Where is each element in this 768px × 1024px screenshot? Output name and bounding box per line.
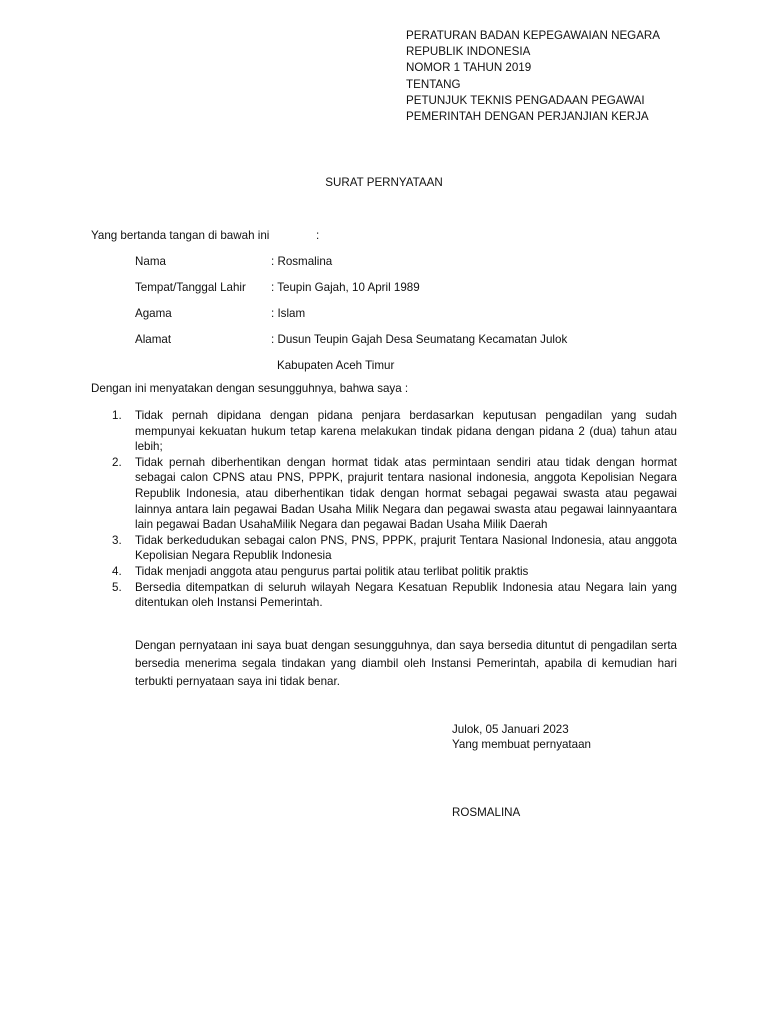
list-item	[112, 564, 677, 580]
field-value-agama: : Islam	[271, 307, 306, 320]
field-label-ttl: Tempat/Tanggal Lahir	[135, 281, 246, 294]
signature-place-date: Julok, 05 Januari 2023	[452, 723, 569, 736]
field-value-alamat-line2: Kabupaten Aceh Timur	[277, 359, 395, 372]
document-title: SURAT PERNYATAAN	[325, 176, 443, 189]
header-line: PETUNJUK TEKNIS PENGADAAN PEGAWAI	[406, 93, 645, 107]
item-number: 4.	[112, 564, 122, 578]
regulation-header	[406, 28, 660, 125]
item-number: 1.	[112, 409, 122, 422]
list-item	[112, 533, 677, 564]
header-line: NOMOR 1 TAHUN 2019	[406, 61, 532, 75]
signature-name: ROSMALINA	[452, 806, 521, 819]
list-item	[112, 455, 677, 533]
field-label-nama: Nama	[135, 255, 166, 268]
item-text: Bersedia ditempatkan di seluruh wilayah Negara Kesatuan Republik Indonesia atau Negara lain yang ditentukan oleh Instansi Pemerintah.	[135, 580, 677, 610]
header-line: TENTANG	[406, 77, 461, 91]
header-line: PERATURAN BADAN KEPEGAWAIAN NEGARA	[406, 29, 661, 42]
item-text: Tidak pernah dipidana dengan pidana penjara berdasarkan keputusan pengadilan yang sudah mempunyai kekuatan hukum tetap karena melakukan tindak pidana dengan pidana 2 (dua) tahun atau lebih;	[135, 409, 677, 454]
item-number: 2.	[112, 455, 122, 469]
signature-role: Yang membuat pernyataan	[452, 738, 591, 751]
opening-text: Yang bertanda tangan di bawah ini	[91, 229, 270, 242]
opening-line	[91, 229, 320, 242]
intro-text: Dengan ini menyatakan dengan sesungguhnya, bahwa saya :	[91, 382, 409, 395]
item-text: Tidak berkedudukan sebagai calon PNS, PNS, PPPK, prajurit Tentara Nasional Indonesia, atau anggota Kepolisian Negara Republik Indonesia	[135, 533, 677, 563]
item-number: 5.	[112, 580, 122, 594]
header-line: REPUBLIK INDONESIA	[406, 45, 531, 59]
header-line: PEMERINTAH DENGAN PERJANJIAN KERJA	[406, 110, 649, 124]
closing-paragraph: Dengan pernyataan ini saya buat dengan sesungguhnya, dan saya bersedia dituntut di pengadilan serta bersedia menerima segala tindakan yang diambil oleh Instansi Pemerintah, apabila di kemudian hari terbukti pernyataan saya ini tidak benar.	[135, 639, 677, 689]
list-item	[112, 580, 677, 611]
item-text: Tidak menjadi anggota atau pengurus partai politik atau terlibat politik praktis	[135, 564, 529, 578]
statement-list	[112, 408, 677, 611]
field-value-nama: : Rosmalina	[271, 255, 333, 268]
field-label-agama: Agama	[135, 307, 172, 320]
field-label-alamat: Alamat	[135, 333, 172, 346]
item-text: Tidak pernah diberhentikan dengan hormat tidak atas permintaan sendiri atau tidak dengan hormat sebagai calon CPNS atau PNS, PPPK, prajurit tentara nasional indonesia, anggota Kepolisian Negara Republik Indonesia, atau diberhentikan tidak dengan hormat sebagai pegawai swasta atau pegawai lainnya antara lain pegawai Badan Usaha Milik Negara dan pegawai swasta atau pegawai lainnyaantara lain pegawai Badan UsahaMilik Negara dan pegawai Badan Usaha Milik Daerah	[135, 455, 677, 532]
field-value-ttl: : Teupin Gajah, 10 April 1989	[271, 281, 420, 294]
field-value-alamat: : Dusun Teupin Gajah Desa Seumatang Kecamatan Julok	[271, 333, 568, 346]
opening-colon: :	[316, 229, 320, 242]
item-number: 3.	[112, 533, 122, 547]
list-item	[112, 408, 677, 455]
